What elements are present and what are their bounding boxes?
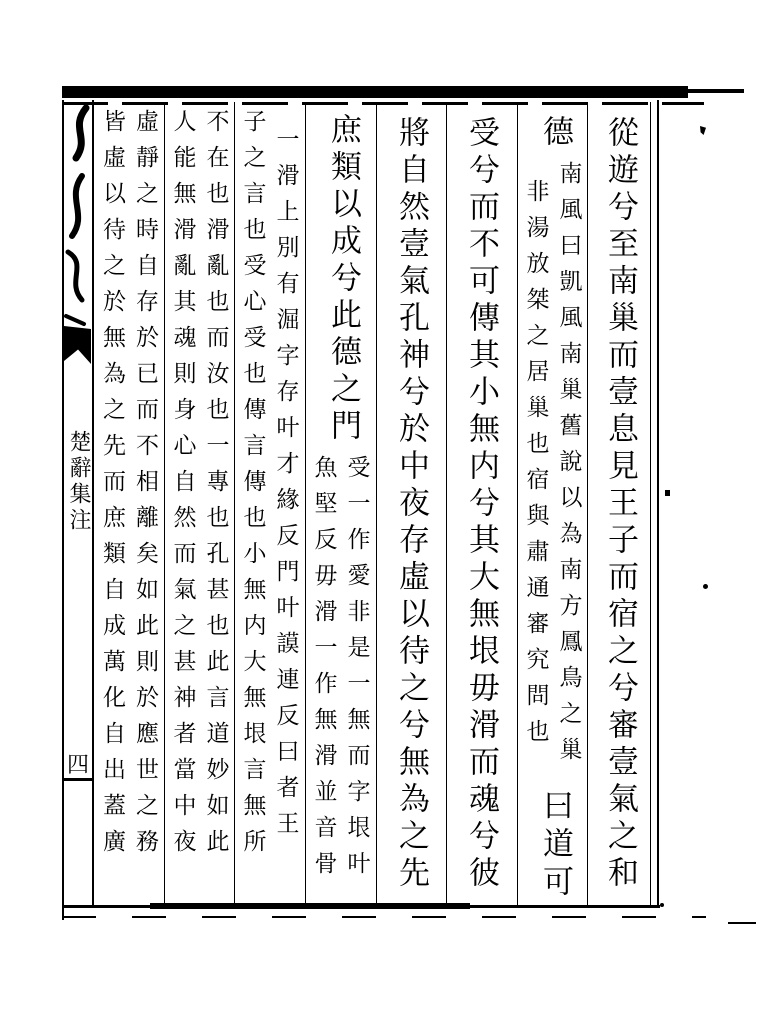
annotation-pair [94, 109, 163, 865]
annotation-right-line: 南風曰凱風南巢舊說以為南方鳳鳥之巢 [555, 161, 582, 773]
bottom-border-dash-far [728, 922, 756, 924]
main-text: 庶類以成兮此德之門 [325, 112, 361, 446]
text-column-3 [447, 103, 515, 906]
frame-right-edge [657, 100, 659, 908]
spine-rule-line [62, 778, 92, 781]
main-text: 德 [537, 114, 573, 152]
annotation-right-line: 受一作愛非是一無而字垠叶 [343, 455, 370, 887]
text-column-4 [377, 103, 445, 906]
text-column-7 [165, 103, 233, 906]
top-border-extension [686, 89, 744, 93]
main-text: 曰道可 [537, 789, 573, 903]
main-text: 受兮而不可傳其小無内兮其大無垠毋滑而魂兮彼 [463, 116, 499, 893]
ink-speck [665, 490, 670, 496]
annotation-left-line: 非湯放桀之居巢也宿與肅通審究問也 [522, 179, 549, 755]
bottom-border-dashes [62, 916, 706, 918]
annotation-right-line: 一滑上別有淈字存叶才緣反門叶謨連反曰者王 [272, 127, 299, 847]
annotation-pair [165, 109, 233, 865]
annotation-left-line: 子之言也受心受也傳言傳也小無内大無垠言無所 [239, 109, 266, 865]
spine-title: 楚辭集注 [66, 430, 91, 534]
annotation-left-line: 人能無滑亂其魂則身心自然而氣之甚神者當中夜 [169, 109, 196, 865]
annotation-right-line: 虛靜之時自存於已而不相離矣如此則於應世之務 [132, 109, 158, 865]
column-separator [587, 102, 588, 906]
annotation-left-line: 皆虛以待之於無為之先而庶類自成萬化自出蓋廣 [99, 109, 125, 865]
page-number: 四 [67, 753, 90, 778]
text-column-1 [589, 103, 650, 906]
ink-speck [700, 126, 706, 135]
annotation-right-line: 不在也滑亂也而汝也一專也孔甚也此言道妙如此 [202, 109, 229, 865]
top-border-bar [62, 86, 688, 98]
text-column-5 [306, 103, 374, 906]
spine [62, 100, 92, 908]
ink-speck [703, 584, 708, 589]
text-column-6 [235, 103, 303, 906]
main-text: 將自然壹氣孔神兮於中夜存虛以待之兮無為之先 [393, 116, 429, 893]
ink-bleed-marks [62, 102, 92, 332]
fishtail-mark-icon [64, 326, 91, 364]
annotation-left-line: 魚堅反毋滑一作無滑並音骨 [310, 455, 337, 887]
annotation-pair [235, 109, 303, 865]
main-text: 從遊兮至南巢而壹息見王子而宿之兮審壹氣之和 [602, 116, 638, 893]
ink-speck [660, 903, 664, 907]
text-column-8 [94, 103, 163, 906]
annotation-pair [306, 455, 374, 887]
text-column-2 [518, 103, 586, 906]
annotation-pair [518, 161, 586, 773]
